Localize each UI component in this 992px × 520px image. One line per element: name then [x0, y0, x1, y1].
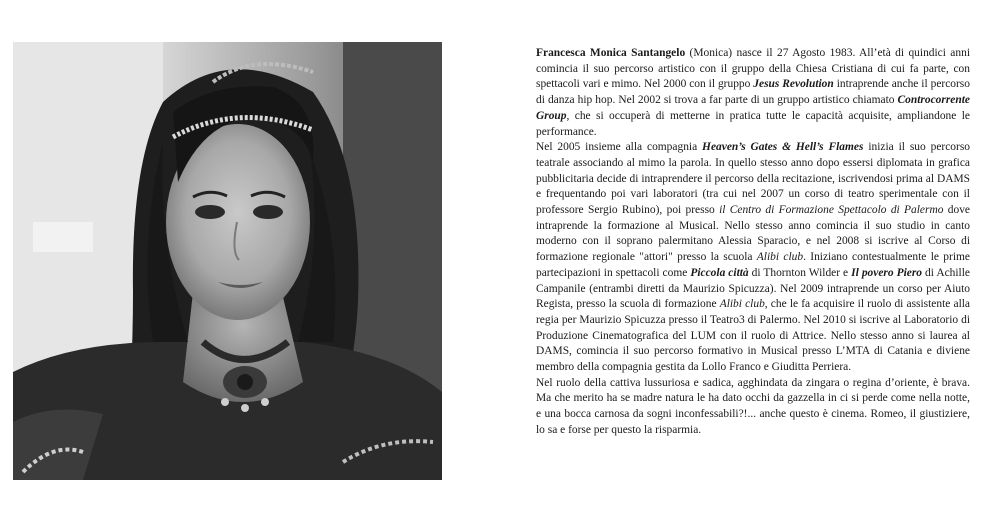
- text-run: Controcorrente Group: [536, 94, 970, 122]
- text-run: . Iniziano contestualmente le prime partecipazioni in spettacoli come: [536, 251, 970, 279]
- portrait-image: [13, 42, 442, 480]
- text-run: Heaven’s Gates & Hell’s Flames: [702, 141, 864, 154]
- text-run: il Centro di Formazione Spettacolo di Palermo: [719, 204, 944, 217]
- text-run: , che si occuperà di metterne in pratica tutte le capacità acquisite, ampliandone le performance.: [536, 109, 970, 138]
- text-run: (Monica) nasce il 27 Agosto 1983. All’età di quindici anni comincia il suo percorso artistico con il gruppo della Chiesa Cristiana di cui fa parte, con spettacoli vari e mimo. Nel 2000 con il gruppo: [536, 47, 970, 91]
- text-run: Francesca Monica Santangelo: [536, 47, 686, 59]
- text-run: intraprende anche il percorso di danza hip hop. Nel 2002 si trova a far parte di un gruppo artistico chiamato: [536, 78, 970, 107]
- text-run: Jesus Revolution: [753, 78, 834, 91]
- biography-text: [536, 46, 970, 439]
- bio-paragraph-1: [536, 46, 970, 140]
- bio-paragraph-3: [536, 376, 970, 439]
- text-run: dove intraprende la formazione al Musical. Nello stesso anno comincia il suo studio in canto moderno con il soprano palermitano Alessia Sparacio, e nel 2008 si iscrive al Corso di formazione regionale "attori" presso la scuola: [536, 204, 970, 264]
- text-run: Alibi club: [756, 251, 804, 264]
- text-run: Alibi club: [719, 298, 765, 311]
- text-run: Il povero Piero: [851, 266, 923, 279]
- text-run: Piccola città: [690, 266, 749, 279]
- text-run: di Achille Campanile (entrambi diretti da Maurizio Spicuzza). Nel 2009 intraprende un corso per Aiuto Regista, presso la scuola di formazione: [536, 266, 970, 311]
- text-run: Nel 2005 insieme alla compagnia: [536, 141, 703, 154]
- text-run: Nel ruolo della cattiva lussuriosa e sadica, agghindata da zingara o regina d’oriente, è brava. Ma che merito ha se madre natura le ha dato occhi da gazzella in ci si perde come nella notte, e una bocca carnosa da sogni inconfessabili?!... anche questo è cinema. Romeo, il giustiziere, lo sa e forse per questo la risparmia.: [536, 376, 970, 436]
- bio-paragraph-2: [536, 140, 970, 376]
- portrait-photo: [13, 42, 442, 480]
- text-run: , che le fa acquisire il ruolo di assistente alla regia per Maurizio Spicuzza presso il Teatro3 di Palermo. Nel 2010 si iscrive al Laboratorio di Produzione Cinematografica del LUM con il ruolo di Attrice. Nello stesso anno si laurea al DAMS, comincia il suo percorso formativo in Musical presso L’MTA di Catania e diviene membro della compagnia gestita da Lollo Franco e Giuditta Perriera.: [536, 298, 970, 374]
- text-run: inizia il suo percorso teatrale associando al mimo la parola. In quello stesso anno dopo essersi diplomata in grafica pubblicitaria decide di intraprendere il percorso della recitazione, iscrivendosi prima al DAMS e frequentando poi vari laboratori (tra cui nel 2007 un corso di teatro sperimentale con il professore Sergio Rubino), poi presso: [536, 141, 970, 217]
- text-run: di Thornton Wilder e: [748, 266, 852, 279]
